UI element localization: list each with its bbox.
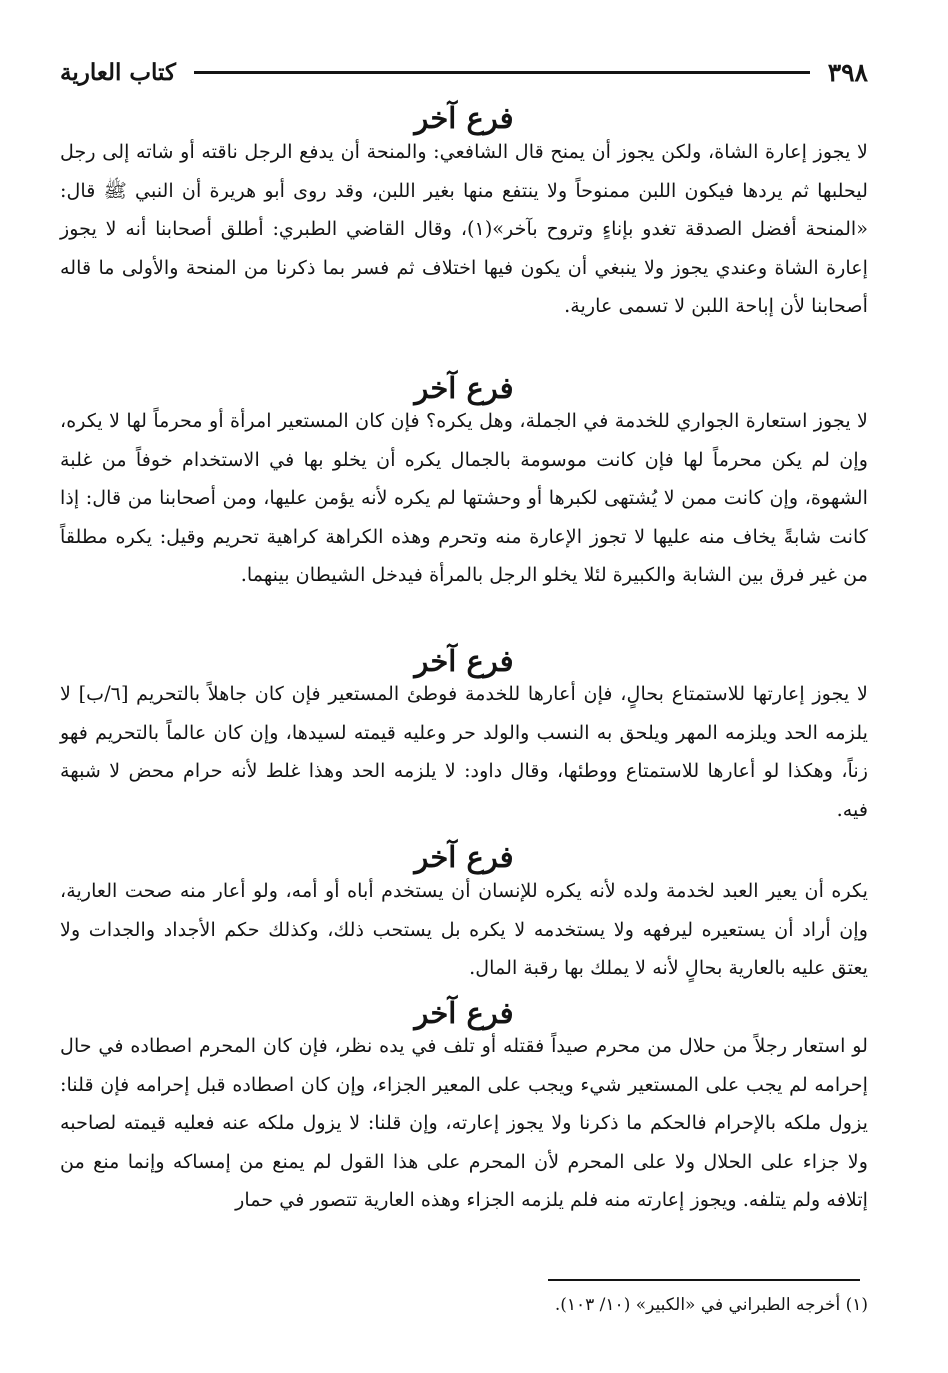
footnote: (١) أخرجه الطبراني في «الكبير» (١٠/ ١٠٣). xyxy=(554,1295,868,1315)
book-title: كتاب العارية xyxy=(60,58,176,86)
footnote-rule xyxy=(548,1279,860,1281)
section-heading-3: فرع آخر xyxy=(414,644,514,678)
page-number: ٣٩٨ xyxy=(827,57,868,87)
section-heading-4: فرع آخر xyxy=(414,840,514,874)
section-heading-2: فرع آخر xyxy=(414,371,514,405)
section-heading-1: فرع آخر xyxy=(414,101,514,135)
section-paragraph-3: لا يجوز إعارتها للاستمتاع بحالٍ، فإن أعارها للخدمة فوطئ المستعير فإن كان جاهلاً بالتحريم [٦/ب] لا يلزمه الحد ويلزمه المهر ويلحق به النسب والولد حر وعليه قيمته لسيدها، وإن كان عالماً بالتحريم فهو زناً، وهكذا لو أعارها للاستمتاع ووطئها، وقال داود: لا يلزمه الحد وهذا غلط لأنه حرام محض لا شبهة فيه. xyxy=(60,682,868,821)
page-header xyxy=(60,52,868,92)
section-paragraph-1: لا يجوز إعارة الشاة، ولكن يجوز أن يمنح قال الشافعي: والمنحة أن يدفع الرجل ناقته أو شاته إلى رجل ليحلبها ثم يردها فيكون اللبن ممنوحاً ولا ينتفع منها بغير اللبن، وقد روى أبو هريرة أن النبي ﷺ قال: «المنحة أفضل الصدقة تغدو بإناءٍ وتروح بآخر»(١)، وقال القاضي الطبري: أطلق أصحابنا أنه لا يجوز إعارة الشاة وعندي يجوز ولا ينبغي أن يكون فيها اختلاف ثم فسر بما ذكرنا من المنحة والأولى ما قاله أصحابنا لأن إباحة اللبن لا تسمى عارية. xyxy=(60,140,868,317)
header-rule xyxy=(194,71,810,74)
section-paragraph-5: لو استعار رجلاً من حلال من محرم صيداً فقتله أو تلف في يده نظر، فإن كان المحرم اصطاده في حال إحرامه لم يجب على المستعير شيء ويجب على المعير الجزاء، وإن كان اصطاده قبل إحرامه فإن قلنا: يزول ملكه بالإحرام فالحكم ما ذكرنا ولا يجوز إعارته، وإن قلنا: لا يزول ملكه عنه فعليه قيمته لصاحبه ولا جزاء على الحلال ولا على المحرم لأن المحرم على هذا القول لم يمنع من إمساكه وإنما منع من إتلافه ولم يتلفه. ويجوز إعارته منه فلم يلزمه الجزاء وهذه العارية تتصور في حمار xyxy=(60,1034,868,1211)
section-paragraph-2: لا يجوز استعارة الجواري للخدمة في الجملة، وهل يكره؟ فإن كان المستعير امرأة أو محرماً لها لا يكره، وإن لم يكن محرماً لها فإن كانت موسومة بالجمال يكره أن يخلو بها في الاستخدام خوفاً من غلبة الشهوة، وإن كانت ممن لا يُشتهى لكبرها أو وحشتها لم يكره لأنه يؤمن عليها، ومن أصحابنا من قال: إذا كانت شابةً يخاف منه عليها لا تجوز الإعارة منه وتحرم وهذه الكراهة كراهية تحريم وقيل: يكره مطلقاً من غير فرق بين الشابة والكبيرة لئلا يخلو الرجل بالمرأة فيدخل الشيطان بينهما. xyxy=(60,409,868,586)
section-paragraph-4: يكره أن يعير العبد لخدمة ولده لأنه يكره للإنسان أن يستخدم أباه أو أمه، ولو أعار منه صحت العارية، وإن أراد أن يستعيره ليرفهه ولا يستخدمه لا يكره بل يستحب ذلك، وكذلك حكم الأجداد والجدات ولا يعتق عليه بالعارية بحالٍ لأنه لا يملك بها رقبة المال. xyxy=(60,879,868,979)
section-heading-5: فرع آخر xyxy=(414,996,514,1030)
